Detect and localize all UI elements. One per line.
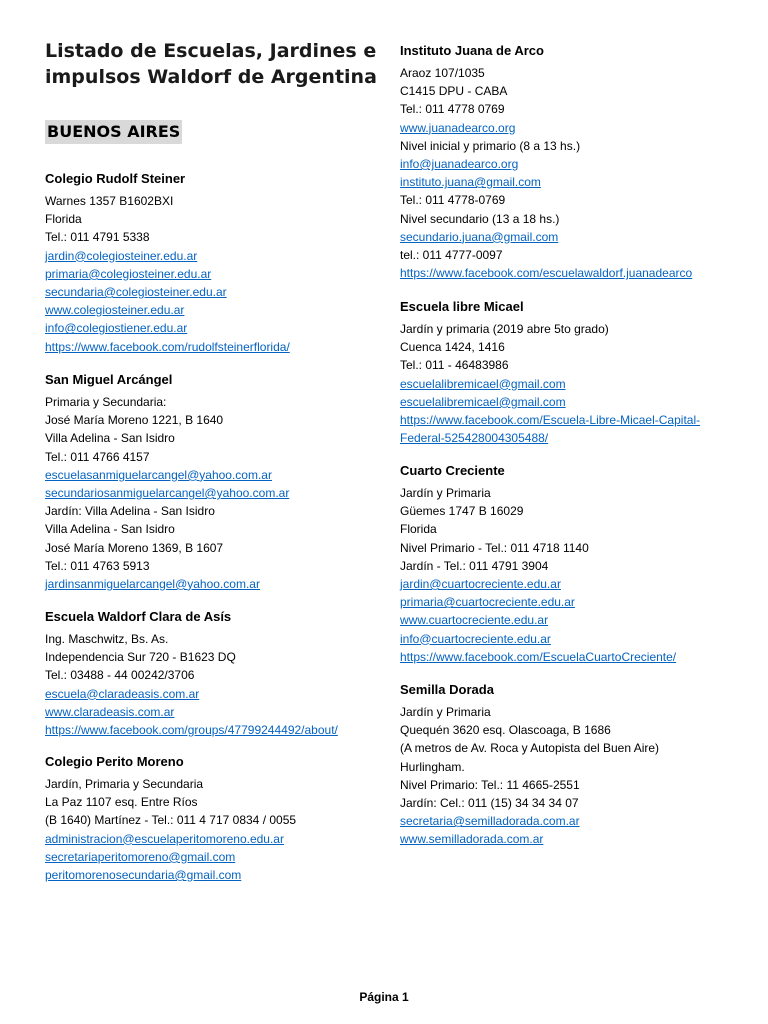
contact-link[interactable]: escuela@claradeasis.com.ar [45,686,200,701]
contact-detail: Araoz 107/1035 [400,66,485,80]
contact-detail: Jardín, Primaria y Secundaria [45,777,204,791]
contact-detail: Nivel inicial y primario (8 a 13 hs.) [400,138,581,153]
contact-detail: Güemes 1747 B 16029 [400,504,524,519]
contact-link[interactable]: info@colegiostiener.edu.ar [45,321,188,336]
school-name: San Miguel Arcángel [45,372,173,387]
contact-detail: Independencia Sur 720 - B1623 DQ [45,650,236,665]
contact-detail: Tel.: 011 4763 5913 [45,558,150,573]
school-entry [400,298,750,447]
document-title: Listado de Escuelas, Jardines e impulsos Waldorf de Argentina [45,40,377,88]
contact-detail: Tel.: 03488 - 44 00242/3706 [45,668,195,683]
contact-link[interactable]: secundaria@colegiosteiner.edu.ar [45,284,227,299]
contact-link[interactable]: jardinsanmiguelarcangel@yahoo.com.ar [45,576,260,591]
contact-detail: Primaria y Secundaria: [45,395,167,409]
contact-link[interactable]: https://www.facebook.com/EscuelaCuartoCreciente/ [400,649,677,664]
contact-detail: Jardín: Cel.: 011 (15) 34 34 34 07 [400,795,579,810]
school-name: Instituto Juana de Arco [400,43,544,58]
contact-detail: José María Moreno 1221, B 1640 [45,413,224,428]
contact-link[interactable]: secundariosanmiguelarcangel@yahoo.com.ar [45,485,290,500]
school-name: Escuela Waldorf Clara de Asís [45,609,232,624]
contact-detail: Tel.: 011 4791 5338 [45,230,150,245]
contact-link[interactable]: https://www.facebook.com/Escuela-Libre-Micael-Capital- [400,412,701,427]
contact-link[interactable]: https://www.facebook.com/rudolfsteinerflorida/ [45,339,290,354]
contact-link[interactable]: administracion@escuelaperitomoreno.edu.ar [45,831,284,846]
contact-link[interactable]: www.semilladorada.com.ar [400,832,544,847]
contact-detail: Ing. Maschwitz, Bs. As. [45,632,169,646]
school-entry [400,42,750,282]
contact-link[interactable]: secundario.juana@gmail.com [400,229,559,244]
contact-detail: Nivel secundario (13 a 18 hs.) [400,211,560,226]
contact-detail: Tel.: 011 4778-0769 [400,193,506,208]
contact-detail: Villa Adelina - San Isidro [45,522,175,537]
contact-link[interactable]: www.colegiosteiner.edu.ar [45,303,185,318]
contact-detail: Tel.: 011 4778 0769 [400,102,505,117]
school-name: Colegio Rudolf Steiner [45,171,186,186]
contact-detail: Warnes 1357 B1602BXI [45,194,174,208]
school-entry [45,608,385,739]
contact-detail: Tel.: 011 4766 4157 [45,449,150,464]
school-entry [400,681,750,849]
contact-detail: Jardín y Primaria [400,486,491,500]
contact-link[interactable]: jardin@cuartocreciente.edu.ar [400,576,561,591]
contact-link[interactable]: info@juanadearco.org [400,156,519,171]
contact-detail: Jardín: Villa Adelina - San Isidro [45,504,215,519]
contact-link[interactable]: secretariaperitomoreno@gmail.com [45,849,236,864]
contact-link[interactable]: peritomorenosecundaria@gmail.com [45,867,242,882]
contact-detail: Quequén 3620 esq. Olascoaga, B 1686 [400,723,611,738]
contact-link[interactable]: escuelasanmiguelarcangel@yahoo.com.ar [45,467,272,482]
contact-link[interactable]: www.claradeasis.com.ar [45,704,175,719]
contact-detail: La Paz 1107 esq. Entre Ríos [45,795,198,810]
contact-detail: (B 1640) Martínez - Tel.: 011 4 717 0834 / 0055 [45,813,297,828]
contact-detail: C1415 DPU - CABA [400,84,508,99]
contact-detail: Cuenca 1424, 1416 [400,340,505,355]
contact-detail: Nivel Primario: Tel.: 11 4665-2551 [400,777,580,792]
contact-link[interactable]: https://www.facebook.com/escuelawaldorf.juanadearco [400,266,693,281]
contact-detail: Nivel Primario - Tel.: 011 4718 1140 [400,540,589,555]
contact-link[interactable]: Federal-525428004305488/ [400,431,549,446]
contact-link[interactable]: info@cuartocreciente.edu.ar [400,631,551,646]
contact-detail: Hurlingham. [400,759,465,774]
school-name: Escuela libre Micael [400,299,524,314]
contact-link[interactable]: escuelalibremicael@gmail.com [400,376,566,391]
contact-detail: Jardín - Tel.: 011 4791 3904 [400,558,549,573]
contact-detail: Tel.: 011 - 46483986 [400,358,509,373]
contact-link[interactable]: www.cuartocreciente.edu.ar [400,613,549,628]
school-name: Colegio Perito Moreno [45,754,184,769]
school-name: Semilla Dorada [400,682,494,697]
contact-detail: José María Moreno 1369, B 1607 [45,540,224,555]
contact-link[interactable]: escuelalibremicael@gmail.com [400,394,566,409]
contact-link[interactable]: primaria@colegiosteiner.edu.ar [45,266,212,281]
school-entry [45,753,385,884]
contact-link[interactable]: jardin@colegiosteiner.edu.ar [45,248,198,263]
contact-detail: Villa Adelina - San Isidro [45,431,175,446]
school-entry [45,170,385,356]
contact-link[interactable]: https://www.facebook.com/groups/47799244492/about/ [45,722,338,737]
contact-detail: tel.: 011 4777-0097 [400,247,503,262]
school-entry [400,462,750,666]
contact-detail: Florida [400,522,437,537]
contact-link[interactable]: secretaria@semilladorada.com.ar [400,814,580,829]
contact-link[interactable]: www.juanadearco.org [400,120,516,135]
school-entry [45,371,385,593]
contact-detail: (A metros de Av. Roca y Autopista del Buen Aire) [400,741,660,756]
contact-link[interactable]: instituto.juana@gmail.com [400,175,541,190]
region-heading: BUENOS AIRES [45,120,182,144]
contact-detail: Jardín y Primaria [400,705,491,719]
contact-detail: Jardín y primaria (2019 abre 5to grado) [400,322,609,336]
page-number: Página 1 [359,990,409,1004]
school-name: Cuarto Creciente [400,463,505,478]
contact-detail: Florida [45,212,82,227]
contact-link[interactable]: primaria@cuartocreciente.edu.ar [400,595,575,610]
